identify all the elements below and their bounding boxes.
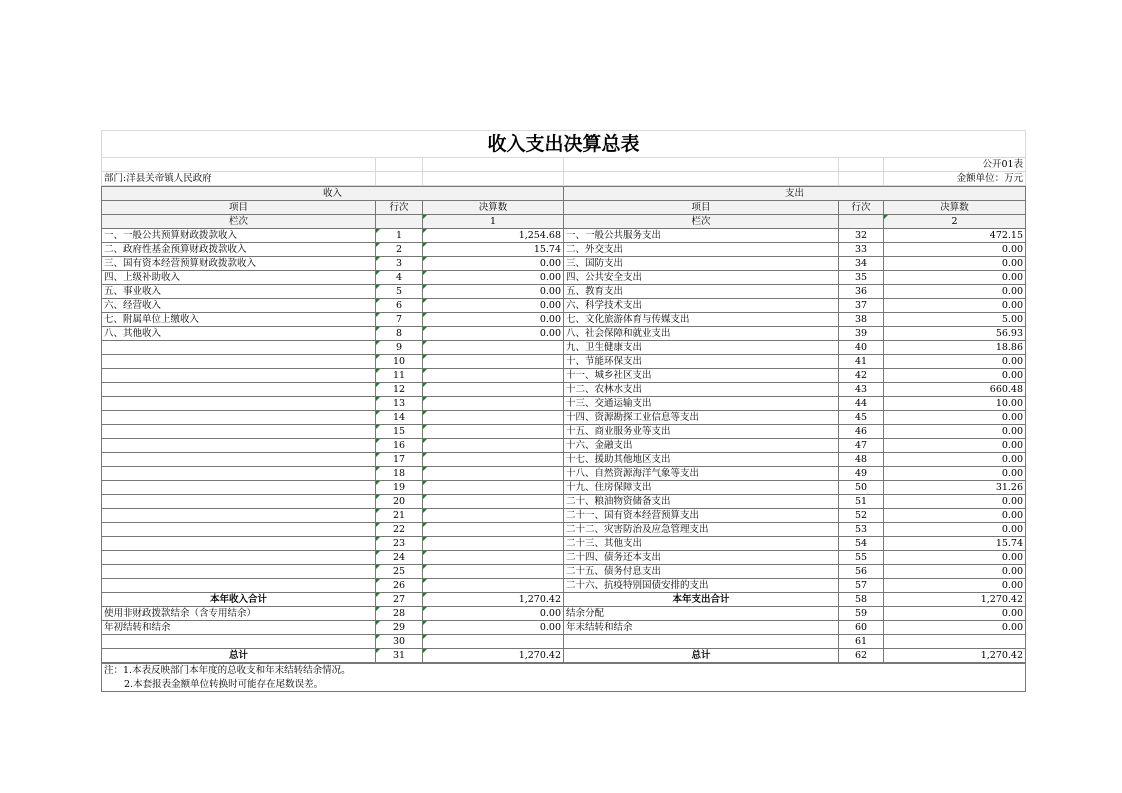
table-row [102,635,1026,649]
expense-amount-header: 决算数 [884,201,1026,215]
income-item [102,523,376,537]
expense-line-no: 48 [839,453,884,467]
expense-amount: 56.93 [884,327,1026,341]
table-row [102,537,1026,551]
expense-amount: 0.00 [884,523,1026,537]
expense-line-no: 49 [839,467,884,481]
income-line-no: 13 [376,397,423,411]
table-body [102,229,1026,663]
expense-amount: 5.00 [884,313,1026,327]
expense-amount: 0.00 [884,467,1026,481]
table-row [102,481,1026,495]
expense-item: 八、社会保障和就业支出 [564,327,839,341]
title-row [102,131,1026,158]
income-item: 五、事业收入 [102,285,376,299]
income-item [102,355,376,369]
expense-line-no: 45 [839,411,884,425]
income-amount [423,425,564,439]
income-line-no: 18 [376,467,423,481]
expense-item: 二十六、抗疫特别国债安排的支出 [564,579,839,593]
expense-section-header: 支出 [564,187,1026,201]
income-amount [423,565,564,579]
income-index-value: 1 [423,215,564,229]
income-item [102,481,376,495]
income-amount [423,383,564,397]
expense-item: 二十三、其他支出 [564,537,839,551]
income-amount [423,355,564,369]
expense-item: 十九、住房保障支出 [564,481,839,495]
income-amount: 1,254.68 [423,229,564,243]
note-row [102,677,1026,691]
income-line-no: 5 [376,285,423,299]
income-item: 二、政府性基金预算财政拨款收入 [102,243,376,257]
expense-line-no: 58 [839,593,884,607]
income-line-no: 30 [376,635,423,649]
income-item [102,341,376,355]
expense-amount: 0.00 [884,369,1026,383]
table-row [102,439,1026,453]
table-row [102,397,1026,411]
expense-amount: 0.00 [884,285,1026,299]
expense-item: 十七、援助其他地区支出 [564,453,839,467]
expense-line-no: 56 [839,565,884,579]
budget-sheet [101,130,1025,692]
table-row [102,313,1026,327]
expense-line-no: 54 [839,537,884,551]
income-amount [423,397,564,411]
income-item: 使用非财政拨款结余（含专用结余） [102,607,376,621]
expense-amount: 0.00 [884,453,1026,467]
income-line-no: 14 [376,411,423,425]
income-item: 本年收入合计 [102,593,376,607]
income-amount [423,369,564,383]
expense-item: 十二、农林水支出 [564,383,839,397]
expense-line-no: 53 [839,523,884,537]
income-item: 总计 [102,649,376,663]
income-amount [423,453,564,467]
note-row [102,664,1026,678]
section-header-row [102,187,1026,201]
expense-line-no: 37 [839,299,884,313]
expense-item: 三、国防支出 [564,257,839,271]
income-item: 四、上级补助收入 [102,271,376,285]
income-line-no: 3 [376,257,423,271]
income-amount [423,523,564,537]
table-row [102,271,1026,285]
income-item-header: 项目 [102,201,376,215]
table-row [102,425,1026,439]
expense-amount: 0.00 [884,257,1026,271]
income-line-no: 4 [376,271,423,285]
income-amount [423,509,564,523]
table-row [102,355,1026,369]
income-line-no: 24 [376,551,423,565]
table-row [102,495,1026,509]
main-table [101,186,1026,663]
expense-amount: 472.15 [884,229,1026,243]
expense-amount: 10.00 [884,397,1026,411]
income-line-no: 22 [376,523,423,537]
expense-item: 本年支出合计 [564,593,839,607]
income-line-no: 12 [376,383,423,397]
notes-table [101,663,1026,692]
income-line-no: 23 [376,537,423,551]
income-amount [423,411,564,425]
income-item [102,453,376,467]
expense-amount: 0.00 [884,495,1026,509]
income-item: 年初结转和结余 [102,621,376,635]
expense-line-no: 61 [839,635,884,649]
income-amount: 0.00 [423,327,564,341]
table-row [102,411,1026,425]
expense-amount: 0.00 [884,299,1026,313]
income-line-no: 17 [376,453,423,467]
income-amount: 0.00 [423,621,564,635]
table-row [102,327,1026,341]
income-amount [423,467,564,481]
expense-index-value: 2 [884,215,1026,229]
department-label: 部门:洋县关帝镇人民政府 [102,172,376,186]
header-table [101,130,1026,186]
table-row [102,565,1026,579]
expense-line-no: 38 [839,313,884,327]
table-row [102,229,1026,243]
income-line-no: 15 [376,425,423,439]
income-amount: 1,270.42 [423,593,564,607]
income-amount: 1,270.42 [423,649,564,663]
expense-index-label: 栏次 [564,215,839,229]
expense-item: 十、节能环保支出 [564,355,839,369]
expense-item: 十四、资源勘探工业信息等支出 [564,411,839,425]
expense-amount: 0.00 [884,271,1026,285]
income-line-no: 1 [376,229,423,243]
note-2: 2.本套报表金额单位转换时可能存在尾数误差。 [102,677,1026,691]
expense-item: 二十二、灾害防治及应急管理支出 [564,523,839,537]
expense-amount: 31.26 [884,481,1026,495]
expense-line-no: 33 [839,243,884,257]
department-row [102,172,1026,186]
expense-line-no: 32 [839,229,884,243]
expense-item: 六、科学技术支出 [564,299,839,313]
income-amount-header: 决算数 [423,201,564,215]
table-row [102,453,1026,467]
income-line-no: 21 [376,509,423,523]
expense-item: 五、教育支出 [564,285,839,299]
expense-line-no: 47 [839,439,884,453]
income-item [102,635,376,649]
expense-amount: 0.00 [884,439,1026,453]
expense-item: 二十五、债务付息支出 [564,565,839,579]
income-line-no: 31 [376,649,423,663]
table-row [102,621,1026,635]
expense-item: 十八、自然资源海洋气象等支出 [564,467,839,481]
expense-item: 七、文化旅游体育与传媒支出 [564,313,839,327]
income-item [102,509,376,523]
expense-amount: 0.00 [884,565,1026,579]
table-row [102,551,1026,565]
expense-item: 总计 [564,649,839,663]
expense-amount: 0.00 [884,425,1026,439]
amount-unit: 金额单位：万元 [884,172,1026,186]
table-row [102,257,1026,271]
income-item [102,369,376,383]
income-line-no: 8 [376,327,423,341]
income-amount: 0.00 [423,285,564,299]
table-row [102,467,1026,481]
table-row [102,523,1026,537]
income-item [102,411,376,425]
income-line-no: 25 [376,565,423,579]
note-1: 注：1.本表反映部门本年度的总收支和年末结转结余情况。 [102,664,1026,678]
expense-amount: 0.00 [884,243,1026,257]
column-header-row [102,201,1026,215]
table-row [102,299,1026,313]
expense-line-no: 35 [839,271,884,285]
form-number: 公开01表 [884,158,1026,172]
expense-item: 二十四、债务还本支出 [564,551,839,565]
expense-item: 二十一、国有资本经营预算支出 [564,509,839,523]
income-section-header: 收入 [102,187,564,201]
income-amount: 15.74 [423,243,564,257]
income-item [102,579,376,593]
income-line-no: 27 [376,593,423,607]
income-item [102,383,376,397]
expense-amount [884,635,1026,649]
expense-item: 十五、商业服务业等支出 [564,425,839,439]
table-row [102,649,1026,663]
income-line-no: 29 [376,621,423,635]
table-row [102,509,1026,523]
expense-amount: 660.48 [884,383,1026,397]
income-amount [423,537,564,551]
expense-line-no: 55 [839,551,884,565]
table-row [102,341,1026,355]
income-item [102,439,376,453]
expense-item: 十六、金融支出 [564,439,839,453]
expense-item: 九、卫生健康支出 [564,341,839,355]
income-amount: 0.00 [423,299,564,313]
income-item [102,495,376,509]
income-line-no: 2 [376,243,423,257]
expense-line-no: 39 [839,327,884,341]
expense-line-no: 34 [839,257,884,271]
form-no-row [102,158,1026,172]
expense-line-no: 44 [839,397,884,411]
expense-amount: 18.86 [884,341,1026,355]
income-amount: 0.00 [423,607,564,621]
income-amount [423,579,564,593]
expense-line-no: 60 [839,621,884,635]
page-title: 收入支出决算总表 [102,131,1026,158]
expense-line-header: 行次 [839,201,884,215]
expense-line-no: 43 [839,383,884,397]
income-amount: 0.00 [423,271,564,285]
table-row [102,579,1026,593]
table-row [102,369,1026,383]
expense-item: 一、一般公共服务支出 [564,229,839,243]
income-line-no: 16 [376,439,423,453]
expense-line-no: 62 [839,649,884,663]
table-row [102,383,1026,397]
income-item [102,551,376,565]
income-index-label: 栏次 [102,215,376,229]
income-item: 六、经营收入 [102,299,376,313]
income-line-no: 7 [376,313,423,327]
income-item: 八、其他收入 [102,327,376,341]
income-amount: 0.00 [423,313,564,327]
income-item [102,565,376,579]
expense-line-no: 42 [839,369,884,383]
expense-line-no: 59 [839,607,884,621]
expense-item: 二十、粮油物资储备支出 [564,495,839,509]
income-line-header: 行次 [376,201,423,215]
column-index-row [102,215,1026,229]
income-item [102,397,376,411]
income-amount [423,495,564,509]
expense-line-no: 52 [839,509,884,523]
income-item: 三、国有资本经营预算财政拨款收入 [102,257,376,271]
income-amount [423,481,564,495]
expense-item [564,635,839,649]
expense-item: 十三、交通运输支出 [564,397,839,411]
expense-amount: 0.00 [884,355,1026,369]
table-row [102,607,1026,621]
expense-item: 二、外交支出 [564,243,839,257]
expense-item: 结余分配 [564,607,839,621]
expense-amount: 15.74 [884,537,1026,551]
expense-item: 四、公共安全支出 [564,271,839,285]
income-line-no: 20 [376,495,423,509]
income-item: 七、附属单位上缴收入 [102,313,376,327]
income-amount [423,439,564,453]
income-line-no: 19 [376,481,423,495]
table-row [102,243,1026,257]
expense-line-no: 51 [839,495,884,509]
table-row [102,285,1026,299]
income-line-no: 10 [376,355,423,369]
table-row [102,593,1026,607]
expense-amount: 1,270.42 [884,593,1026,607]
income-item [102,425,376,439]
expense-line-no: 36 [839,285,884,299]
income-amount [423,551,564,565]
expense-line-no: 46 [839,425,884,439]
expense-line-no: 50 [839,481,884,495]
expense-amount: 0.00 [884,551,1026,565]
income-line-no: 11 [376,369,423,383]
expense-amount: 0.00 [884,607,1026,621]
expense-item-header: 项目 [564,201,839,215]
income-line-no: 6 [376,299,423,313]
income-amount [423,341,564,355]
expense-line-no: 41 [839,355,884,369]
expense-amount: 0.00 [884,621,1026,635]
income-amount [423,635,564,649]
expense-amount: 0.00 [884,579,1026,593]
income-amount: 0.00 [423,257,564,271]
expense-line-no: 57 [839,579,884,593]
expense-amount: 1,270.42 [884,649,1026,663]
expense-line-no: 40 [839,341,884,355]
income-line-no: 28 [376,607,423,621]
expense-item: 十一、城乡社区支出 [564,369,839,383]
expense-item: 年末结转和结余 [564,621,839,635]
expense-amount: 0.00 [884,411,1026,425]
income-line-no: 9 [376,341,423,355]
income-item: 一、一般公共预算财政拨款收入 [102,229,376,243]
income-item [102,537,376,551]
income-line-no: 26 [376,579,423,593]
expense-amount: 0.00 [884,509,1026,523]
income-item [102,467,376,481]
